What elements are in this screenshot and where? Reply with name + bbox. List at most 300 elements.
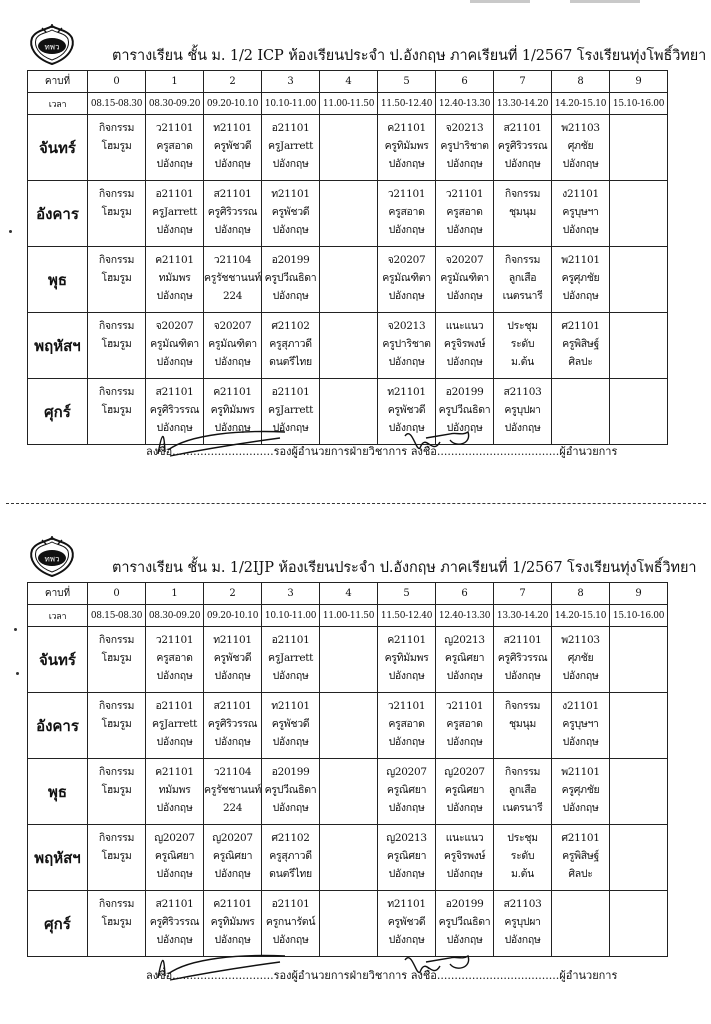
class-cell xyxy=(262,247,320,313)
room-label: ปอังกฤษ xyxy=(562,290,599,302)
class-cell xyxy=(552,313,610,379)
room-label: เนตรนารี xyxy=(502,802,543,814)
subject-code: อ21101 xyxy=(155,188,194,200)
time-slot: 10.10-11.00 xyxy=(262,605,320,627)
subject-code: อ21101 xyxy=(271,122,310,134)
subject-code: ศ21102 xyxy=(271,320,310,332)
period-number: 2 xyxy=(204,583,262,605)
schedule-title: ตารางเรียน ชั้น ม. 1/2IJP ห้องเรียนประจำ ป.อังกฤษ ภาคเรียนที่ 1/2567 โรงเรียนทุ่งโพธิ์วิทยา xyxy=(112,560,697,576)
subject-code: ง21101 xyxy=(562,700,599,712)
scan-edge-marks xyxy=(470,0,670,4)
room-label: ปอังกฤษ xyxy=(156,290,193,302)
teacher-name: ครูพัชวดี xyxy=(387,916,426,928)
teacher-name: ครูณิศยา xyxy=(154,850,195,862)
teacher-name: ระดับ xyxy=(510,338,535,350)
teacher-name: ครูมัณฑิตา xyxy=(150,338,199,350)
class-cell xyxy=(552,627,610,693)
time-slot: 13.30-14.20 xyxy=(494,93,552,115)
margin-mark xyxy=(9,230,12,233)
teacher-name: โฮมรูม xyxy=(101,718,132,730)
subject-code: ส21101 xyxy=(155,898,194,910)
class-cell xyxy=(204,181,262,247)
room-label: ปอังกฤษ xyxy=(446,670,483,682)
period-number: 9 xyxy=(610,583,668,605)
teacher-name: ครูปวีณธิดา xyxy=(264,784,317,796)
period-number: 0 xyxy=(88,583,146,605)
room-label: ปอังกฤษ xyxy=(156,158,193,170)
teacher-name: ครูJarrett xyxy=(267,652,314,664)
class-cell xyxy=(146,115,204,181)
class-cell xyxy=(610,759,668,825)
class-cell xyxy=(552,115,610,181)
time-slot: 13.30-14.20 xyxy=(494,605,552,627)
day-name: อังคาร xyxy=(28,693,88,759)
class-cell xyxy=(494,627,552,693)
subject-code: กิจกรรม xyxy=(98,898,135,910)
class-cell xyxy=(204,825,262,891)
class-cell xyxy=(378,181,436,247)
emblem-text: ทพว xyxy=(44,554,60,564)
teacher-name: ครูศุภชัย xyxy=(561,272,600,284)
class-cell xyxy=(610,379,668,445)
day-row xyxy=(28,825,668,891)
class-cell xyxy=(494,825,552,891)
teacher-name: ครูปวีณธิดา xyxy=(264,272,317,284)
room-label: ปอังกฤษ xyxy=(272,422,309,434)
time-slot: 14.20-15.10 xyxy=(552,605,610,627)
subject-code: พ21101 xyxy=(561,254,600,266)
room-label: ปอังกฤษ xyxy=(388,356,425,368)
teacher-name: โฮมรูม xyxy=(101,916,132,928)
time-slot: 11.50-12.40 xyxy=(378,605,436,627)
teacher-name: ศุภชัย xyxy=(567,652,594,664)
room-label: ปอังกฤษ xyxy=(388,736,425,748)
class-cell xyxy=(436,247,494,313)
class-cell xyxy=(88,759,146,825)
class-cell xyxy=(436,313,494,379)
time-slot: 11.00-11.50 xyxy=(320,605,378,627)
period-number: 7 xyxy=(494,583,552,605)
room-label: ปอังกฤษ xyxy=(156,422,193,434)
teacher-name: ครูJarrett xyxy=(151,718,198,730)
teacher-name: ครูบุปผา xyxy=(504,404,541,416)
class-cell xyxy=(610,247,668,313)
period-number: 1 xyxy=(146,71,204,93)
teacher-name: ครูพัชวดี xyxy=(387,404,426,416)
period-number: 9 xyxy=(610,71,668,93)
school-emblem-icon xyxy=(28,536,76,578)
class-cell xyxy=(378,825,436,891)
time-slot: 08.15-08.30 xyxy=(88,605,146,627)
room-label: 224 xyxy=(222,290,243,302)
class-cell xyxy=(552,181,610,247)
teacher-name: โฮมรูม xyxy=(101,652,132,664)
teacher-name: ครูสุภาวดี xyxy=(269,850,312,862)
class-cell xyxy=(262,115,320,181)
day-name: พุธ xyxy=(28,759,88,825)
school-emblem-icon xyxy=(28,24,76,66)
subject-code: กิจกรรม xyxy=(98,320,135,332)
class-cell xyxy=(320,115,378,181)
time-slot: 08.30-09.20 xyxy=(146,93,204,115)
subject-code: ประชุม xyxy=(507,832,538,844)
subject-code: จ20207 xyxy=(387,254,426,266)
subject-code: กิจกรรม xyxy=(98,634,135,646)
room-label: ปอังกฤษ xyxy=(388,670,425,682)
subject-code: ง21101 xyxy=(562,188,599,200)
emblem-text: ทพว xyxy=(44,42,60,52)
subject-code: ญ20213 xyxy=(444,634,485,646)
room-label: ปอังกฤษ xyxy=(272,736,309,748)
class-cell xyxy=(320,825,378,891)
schedule-title: ตารางเรียน ชั้น ม. 1/2 ICP ห้องเรียนประจำ ป.อังกฤษ ภาคเรียนที่ 1/2567 โรงเรียนทุ่งโพธิ์วิทยา xyxy=(112,48,707,64)
teacher-name: ชุมนุม xyxy=(509,718,536,730)
day-row xyxy=(28,313,668,379)
subject-code: ศ21101 xyxy=(561,320,600,332)
subject-code: อ21101 xyxy=(271,898,310,910)
room-label: ปอังกฤษ xyxy=(272,934,309,946)
room-label: ดนตรีไทย xyxy=(269,356,312,368)
room-label: ปอังกฤษ xyxy=(214,736,251,748)
subject-code: อ20199 xyxy=(445,898,484,910)
room-label: ปอังกฤษ xyxy=(446,422,483,434)
subject-code: กิจกรรม xyxy=(98,188,135,200)
class-cell xyxy=(494,759,552,825)
subject-code: ค21101 xyxy=(155,766,194,778)
period-number: 5 xyxy=(378,583,436,605)
subject-code: กิจกรรม xyxy=(98,122,135,134)
room-label: ปอังกฤษ xyxy=(214,356,251,368)
teacher-name: ครูบุปผา xyxy=(504,916,541,928)
class-cell xyxy=(146,759,204,825)
day-row xyxy=(28,759,668,825)
subject-code: ศ21101 xyxy=(561,832,600,844)
day-name: พุธ xyxy=(28,247,88,313)
subject-code: ว21101 xyxy=(387,700,426,712)
subject-code: กิจกรรม xyxy=(504,766,541,778)
teacher-name: ครูทิมัมพร xyxy=(210,916,255,928)
subject-code: ญ20207 xyxy=(154,832,195,844)
class-cell xyxy=(146,313,204,379)
class-cell xyxy=(146,627,204,693)
room-label: ปอังกฤษ xyxy=(272,290,309,302)
period-number: 6 xyxy=(436,71,494,93)
subject-code: ส21103 xyxy=(503,898,542,910)
subject-code: กิจกรรม xyxy=(98,700,135,712)
subject-code: แนะแนว xyxy=(445,320,484,332)
class-cell xyxy=(204,247,262,313)
room-label: ปอังกฤษ xyxy=(272,158,309,170)
subject-code: ค21101 xyxy=(213,386,252,398)
class-cell xyxy=(552,759,610,825)
class-cell xyxy=(146,693,204,759)
time-slot: 11.50-12.40 xyxy=(378,93,436,115)
room-label: ปอังกฤษ xyxy=(504,422,541,434)
room-label: ปอังกฤษ xyxy=(504,934,541,946)
subject-code: อ21101 xyxy=(271,386,310,398)
subject-code: แนะแนว xyxy=(445,832,484,844)
subject-code: กิจกรรม xyxy=(98,254,135,266)
room-label: ปอังกฤษ xyxy=(156,224,193,236)
subject-code: พ21103 xyxy=(561,122,600,134)
subject-code: ท21101 xyxy=(271,188,310,200)
class-cell xyxy=(610,627,668,693)
subject-code: จ20213 xyxy=(387,320,426,332)
subject-code: ศ21102 xyxy=(271,832,310,844)
day-row xyxy=(28,627,668,693)
room-label: ศิลปะ xyxy=(568,868,593,880)
teacher-name: ลูกเสือ xyxy=(508,272,537,284)
subject-code: ท21101 xyxy=(387,898,426,910)
day-row xyxy=(28,181,668,247)
teacher-name: โฮมรูม xyxy=(101,338,132,350)
room-label: ปอังกฤษ xyxy=(272,802,309,814)
teacher-name: ครูพัชวดี xyxy=(271,206,310,218)
teacher-name: ครูมัณฑิตา xyxy=(382,272,431,284)
margin-mark xyxy=(14,628,17,631)
room-label: ปอังกฤษ xyxy=(214,158,251,170)
class-cell xyxy=(262,759,320,825)
teacher-name: ครูมัณฑิตา xyxy=(440,272,489,284)
class-cell xyxy=(436,825,494,891)
subject-code: อ21101 xyxy=(155,700,194,712)
room-label: ปอังกฤษ xyxy=(214,224,251,236)
subject-code: ท21101 xyxy=(213,122,252,134)
subject-code: ว21104 xyxy=(213,766,252,778)
subject-code: ญ20207 xyxy=(444,766,485,778)
time-slot: 15.10-16.00 xyxy=(610,605,668,627)
room-label: ม.ต้น xyxy=(511,868,535,880)
period-number: 4 xyxy=(320,71,378,93)
teacher-name: ครูสอาด xyxy=(156,652,193,664)
room-label: ศิลปะ xyxy=(568,356,593,368)
subject-code: ว21104 xyxy=(213,254,252,266)
subject-code: จ20207 xyxy=(155,320,194,332)
class-cell xyxy=(204,627,262,693)
teacher-name: ครูศุภชัย xyxy=(561,784,600,796)
teacher-name: ครูสอาด xyxy=(388,206,425,218)
day-name: จันทร์ xyxy=(28,115,88,181)
class-cell xyxy=(320,181,378,247)
subject-code: กิจกรรม xyxy=(98,766,135,778)
time-header: เวลา xyxy=(28,605,88,627)
page-divider xyxy=(6,503,706,504)
signature-line: ลงชื่อ.............................รองผู้อำนวยการฝ่ายวิชาการ ลงชื่อ...................................ผู้อำนวยการ xyxy=(146,969,618,982)
class-cell xyxy=(378,693,436,759)
room-label: ปอังกฤษ xyxy=(272,224,309,236)
room-label: ปอังกฤษ xyxy=(214,670,251,682)
class-cell xyxy=(610,313,668,379)
room-label: ปอังกฤษ xyxy=(156,802,193,814)
teacher-name: ครูพัชวดี xyxy=(213,140,252,152)
signature-line: ลงชื่อ.............................รองผู้อำนวยการฝ่ายวิชาการ ลงชื่อ...................................ผู้อำนวยการ xyxy=(146,445,618,458)
room-label: ปอังกฤษ xyxy=(214,868,251,880)
teacher-name: โฮมรูม xyxy=(101,784,132,796)
subject-code: กิจกรรม xyxy=(504,254,541,266)
room-label: ปอังกฤษ xyxy=(446,802,483,814)
teacher-name: ครูสอาด xyxy=(156,140,193,152)
class-cell xyxy=(146,181,204,247)
time-slot: 14.20-15.10 xyxy=(552,93,610,115)
subject-code: ว21101 xyxy=(445,700,484,712)
teacher-name: โฮมรูม xyxy=(101,206,132,218)
period-number: 2 xyxy=(204,71,262,93)
class-cell xyxy=(320,693,378,759)
day-name: พฤหัสฯ xyxy=(28,825,88,891)
teacher-name: ศุภชัย xyxy=(567,140,594,152)
class-cell xyxy=(436,627,494,693)
room-label: ปอังกฤษ xyxy=(388,224,425,236)
subject-code: กิจกรรม xyxy=(98,832,135,844)
teacher-name: ครูบุษฯา xyxy=(562,718,599,730)
subject-code: ค21101 xyxy=(155,254,194,266)
teacher-name: ครูJarrett xyxy=(267,404,314,416)
room-label: ปอังกฤษ xyxy=(562,736,599,748)
subject-code: ส21101 xyxy=(213,700,252,712)
teacher-name: ครูณิศยา xyxy=(444,652,485,664)
period-header: คาบที่ xyxy=(28,71,88,93)
subject-code: จ20213 xyxy=(445,122,484,134)
class-cell xyxy=(320,247,378,313)
class-cell xyxy=(262,693,320,759)
subject-code: กิจกรรม xyxy=(504,700,541,712)
class-cell xyxy=(88,181,146,247)
class-cell xyxy=(204,115,262,181)
class-cell xyxy=(494,313,552,379)
teacher-name: ครูศิริวรรณ xyxy=(207,718,258,730)
teacher-name: ครูณิศยา xyxy=(212,850,253,862)
room-label: ปอังกฤษ xyxy=(446,224,483,236)
class-cell xyxy=(494,181,552,247)
class-cell xyxy=(436,115,494,181)
class-cell xyxy=(378,247,436,313)
period-number: 5 xyxy=(378,71,436,93)
subject-code: ท21101 xyxy=(387,386,426,398)
time-slot: 09.20-10.10 xyxy=(204,93,262,115)
room-label: 224 xyxy=(222,802,243,814)
time-slot: 12.40-13.30 xyxy=(436,605,494,627)
period-number: 8 xyxy=(552,71,610,93)
teacher-name: ครูพิสิษฐ์ xyxy=(562,850,599,862)
room-label: ปอังกฤษ xyxy=(214,934,251,946)
class-cell xyxy=(88,247,146,313)
subject-code: ส21101 xyxy=(213,188,252,200)
room-label: ปอังกฤษ xyxy=(156,356,193,368)
period-number: 8 xyxy=(552,583,610,605)
teacher-name: โฮมรูม xyxy=(101,404,132,416)
teacher-name: ครูณิศยา xyxy=(386,850,427,862)
subject-code: ค21101 xyxy=(213,898,252,910)
teacher-name: ครูสุภาวดี xyxy=(269,338,312,350)
teacher-name: ครูสอาด xyxy=(446,718,483,730)
class-cell xyxy=(262,313,320,379)
teacher-name: ครูปวีณธิดา xyxy=(438,916,491,928)
teacher-name: ครูกนารัตน์ xyxy=(265,916,316,928)
timetable xyxy=(27,582,668,957)
subject-code: กิจกรรม xyxy=(98,386,135,398)
day-row xyxy=(28,115,668,181)
teacher-name: โฮมรูม xyxy=(101,850,132,862)
teacher-name: ครูรัชชานนท์ xyxy=(204,784,262,796)
teacher-name: ครูจิรพงษ์ xyxy=(443,850,486,862)
room-label: ปอังกฤษ xyxy=(446,934,483,946)
room-label: ปอังกฤษ xyxy=(504,158,541,170)
time-slot: 08.15-08.30 xyxy=(88,93,146,115)
room-label: ปอังกฤษ xyxy=(214,422,251,434)
teacher-name: ครูทิมัมพร xyxy=(210,404,255,416)
class-cell xyxy=(610,825,668,891)
room-label: เนตรนารี xyxy=(502,290,543,302)
period-number: 7 xyxy=(494,71,552,93)
class-cell xyxy=(378,115,436,181)
class-cell xyxy=(320,627,378,693)
period-number: 6 xyxy=(436,583,494,605)
room-label: ปอังกฤษ xyxy=(446,290,483,302)
teacher-name: ครูมัณฑิตา xyxy=(208,338,257,350)
teacher-name: ครูพิสิษฐ์ xyxy=(562,338,599,350)
class-cell xyxy=(552,825,610,891)
class-cell xyxy=(552,247,610,313)
teacher-name: ครูพัชวดี xyxy=(271,718,310,730)
time-slot: 08.30-09.20 xyxy=(146,605,204,627)
day-name: จันทร์ xyxy=(28,627,88,693)
subject-code: ญ20207 xyxy=(386,766,427,778)
teacher-name: ครูณิศยา xyxy=(386,784,427,796)
room-label: ดนตรีไทย xyxy=(269,868,312,880)
subject-code: อ20199 xyxy=(445,386,484,398)
class-cell xyxy=(610,891,668,957)
class-cell xyxy=(610,693,668,759)
day-name: ศุกร์ xyxy=(28,891,88,957)
subject-code: พ21101 xyxy=(561,766,600,778)
teacher-name: ครูบุษฯา xyxy=(562,206,599,218)
class-cell xyxy=(378,313,436,379)
teacher-name: ครูปาริชาต xyxy=(440,140,489,152)
class-cell xyxy=(88,891,146,957)
room-label: ปอังกฤษ xyxy=(156,736,193,748)
period-number: 1 xyxy=(146,583,204,605)
room-label: ปอังกฤษ xyxy=(562,670,599,682)
room-label: ปอังกฤษ xyxy=(156,868,193,880)
time-slot: 12.40-13.30 xyxy=(436,93,494,115)
subject-code: ญ20213 xyxy=(386,832,427,844)
subject-code: กิจกรรม xyxy=(504,188,541,200)
room-label: ปอังกฤษ xyxy=(388,868,425,880)
day-name: อังคาร xyxy=(28,181,88,247)
teacher-name: ครูรัชชานนท์ xyxy=(204,272,262,284)
room-label: ม.ต้น xyxy=(511,356,535,368)
time-header: เวลา xyxy=(28,93,88,115)
class-cell xyxy=(262,627,320,693)
teacher-name: ครูทิมัมพร xyxy=(384,652,429,664)
room-label: ปอังกฤษ xyxy=(272,670,309,682)
period-number: 4 xyxy=(320,583,378,605)
room-label: ปอังกฤษ xyxy=(446,356,483,368)
subject-code: ว21101 xyxy=(387,188,426,200)
teacher-name: ครูJarrett xyxy=(151,206,198,218)
day-row xyxy=(28,693,668,759)
teacher-name: ลูกเสือ xyxy=(508,784,537,796)
class-cell xyxy=(494,693,552,759)
class-cell xyxy=(88,693,146,759)
teacher-name: ครูJarrett xyxy=(267,140,314,152)
subject-code: ท21101 xyxy=(213,634,252,646)
class-cell xyxy=(204,313,262,379)
day-name: ศุกร์ xyxy=(28,379,88,445)
time-slot: 15.10-16.00 xyxy=(610,93,668,115)
subject-code: อ20199 xyxy=(271,254,310,266)
class-cell xyxy=(262,825,320,891)
